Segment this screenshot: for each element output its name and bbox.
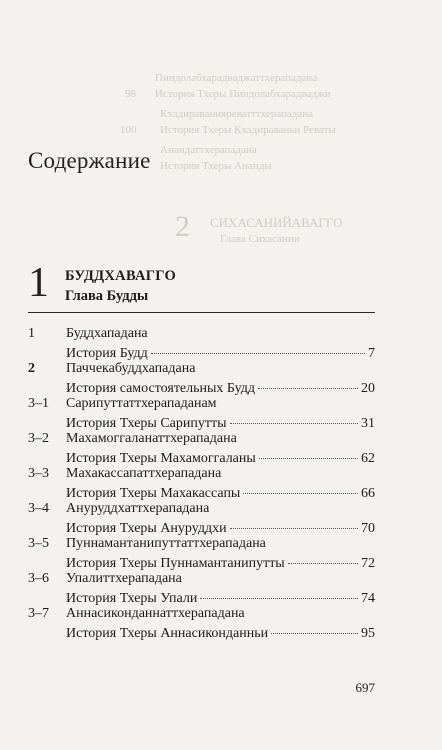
bleed-through-line: Кхадираванияреватттхерападана [160, 108, 314, 120]
dot-leader [259, 458, 358, 459]
entry-title-line [66, 591, 375, 607]
page-number: 697 [355, 680, 375, 695]
entry-title-line [66, 626, 375, 642]
entry-number: 3–1 [28, 396, 49, 411]
toc-entry[interactable] [28, 501, 375, 541]
bleed-through-page: 100 [120, 124, 137, 136]
chapter-title-russian: Глава Будды [65, 288, 149, 304]
bleed-through-line: История Тхеры Пиндолабхарадваджи [155, 88, 331, 100]
entry-title-line [66, 521, 375, 537]
chapter-divider [28, 312, 375, 313]
entry-page-number: 72 [361, 556, 375, 571]
entry-page-number: 7 [368, 346, 375, 361]
entry-number: 1 [28, 326, 35, 341]
bleed-through-line: История Тхеры Ананды [160, 160, 272, 172]
entry-title-pali: Махакассапаттхерападана [66, 466, 222, 481]
entry-page-number: 62 [361, 451, 375, 466]
entry-title-line [66, 451, 375, 467]
chapter-title-pali: БУДДХАВАГГО [65, 268, 177, 284]
bleed-through-line: Анандаттхерападана [160, 144, 257, 156]
bleed-through-line: Пиндолабхарадваджаттхерападана [155, 72, 318, 84]
chapter-number: 1 [28, 260, 49, 306]
entry-title-pali: Ануруддхаттхерападана [66, 501, 210, 516]
entry-page-number: 70 [361, 521, 375, 536]
entry-title-line [66, 416, 375, 432]
dot-leader [200, 598, 358, 599]
entry-number: 3–3 [28, 466, 49, 481]
dot-leader [230, 423, 359, 424]
entry-title-line [66, 486, 375, 502]
entry-title-russian: История Тхеры Сарипутты [66, 416, 227, 431]
entry-title-russian: История Тхеры Ануруддхи [66, 521, 227, 536]
entry-title-russian: История Будд [66, 346, 148, 361]
entry-number: 3–2 [28, 431, 49, 446]
entry-page-number: 66 [361, 486, 375, 501]
entry-page-number: 20 [361, 381, 375, 396]
toc-entry[interactable] [28, 606, 375, 646]
entry-page-number: 31 [361, 416, 375, 431]
entry-title-pali: Паччекабуддхападана [66, 361, 196, 376]
entry-number: 3–7 [28, 606, 49, 621]
dot-leader [230, 528, 358, 529]
bleed-through-number: 2 [175, 210, 190, 243]
toc-entry[interactable] [28, 326, 375, 366]
entry-title-pali: Сарипуттаттхерападанам [66, 396, 217, 411]
entry-number: 3–6 [28, 571, 49, 586]
entry-title-line [66, 346, 375, 362]
bleed-through-line: История Тхеры Кхадираваньи Реваты [160, 124, 336, 136]
entry-title-pali: Пуннамантанипуттаттхерападана [66, 536, 266, 551]
dot-leader [243, 493, 358, 494]
dot-leader [258, 388, 358, 389]
toc-entry[interactable] [28, 536, 375, 576]
toc-entry[interactable] [28, 361, 375, 401]
entry-number: 3–4 [28, 501, 49, 516]
toc-entry[interactable] [28, 396, 375, 436]
entry-page-number: 74 [361, 591, 375, 606]
entry-title-pali: Буддхападана [66, 326, 148, 341]
entry-title-russian: История самостоятельных Будд [66, 381, 255, 396]
entry-number: 2 [28, 361, 35, 376]
dot-leader [288, 563, 358, 564]
dot-leader [271, 633, 358, 634]
entry-title-line [66, 381, 375, 397]
bleed-through-heading: Глава Сихасании [220, 233, 300, 245]
entry-title-pali: Махамоггаланаттхерападана [66, 431, 237, 446]
toc-entry[interactable] [28, 466, 375, 506]
toc-entry[interactable] [28, 431, 375, 471]
entry-title-russian: История Тхеры Аннасиконданньи [66, 626, 269, 641]
entry-title-pali: Аннасиконданнаттхерападана [66, 606, 245, 621]
page-title: Содержание [28, 148, 151, 173]
entry-page-number: 95 [361, 626, 375, 641]
bleed-through-page: 98 [125, 88, 136, 100]
toc-entry[interactable] [28, 571, 375, 611]
entry-title-line [66, 556, 375, 572]
entry-title-russian: История Тхеры Махамоггаланы [66, 451, 256, 466]
dot-leader [151, 353, 365, 354]
entry-title-russian: История Тхеры Махакассапы [66, 486, 241, 501]
bleed-through-heading: СИХАСАНИЙАВАГГО [210, 215, 343, 230]
entry-title-russian: История Тхеры Пуннамантанипутты [66, 556, 285, 571]
entry-number: 3–5 [28, 536, 49, 551]
entry-title-russian: История Тхеры Упали [66, 591, 198, 606]
entry-title-pali: Упалиттхерападана [66, 571, 182, 586]
